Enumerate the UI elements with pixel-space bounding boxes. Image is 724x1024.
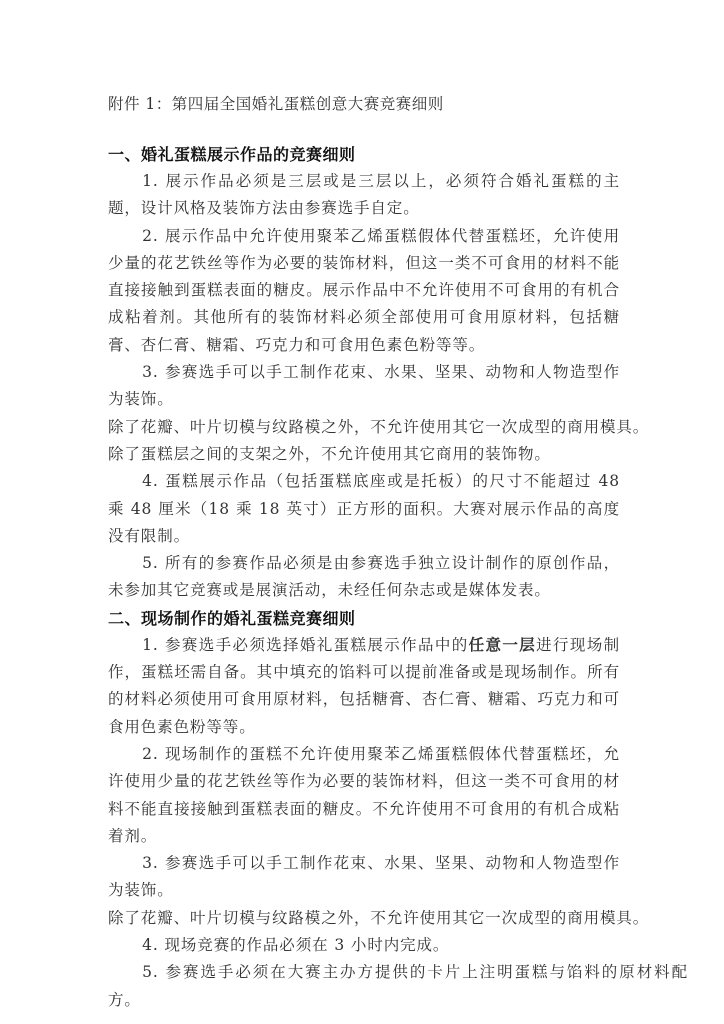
rule-item: 3. 参赛选手可以手工制作花束、水果、坚果、动物和人物造型作为装饰。 (108, 854, 620, 900)
rule-text: 进行现场制作，蛋糕坯需自备。其中填充的馅料可以提前准备或是现场制作。所有的材料必须使用可食用原材料，包括糖膏、杏仁膏、糖霜、巧克力和可食用色素色粉等等。 (108, 635, 620, 736)
rule-item-continuation: 除了花瓣、叶片切模与纹路模之外，不允许使用其它一次成型的商用模具。 (108, 417, 650, 436)
section-live-cake-rules (108, 605, 688, 1014)
emphasis-text: 任意一层 (468, 635, 537, 654)
rule-item: 4. 蛋糕展示作品（包括蛋糕底座或是托板）的尺寸不能超过 48 乘 48 厘米（18 乘 18 英寸）正方形的面积。大赛对展示作品的高度没有限制。 (108, 472, 620, 545)
rule-item: 5. 参赛选手必须在大赛主办方提供的卡片上注明蛋糕与馅料的原材料配方。 (108, 963, 688, 1009)
document-title: 附件 1：第四届全国婚礼蛋糕创意大赛竞赛细则 (108, 95, 444, 113)
rule-text: 1. 参赛选手必须选择婚礼蛋糕展示作品中的 (142, 635, 469, 654)
rule-item: 5. 所有的参赛作品必须是由参赛选手独立设计制作的原创作品，未参加其它竞赛或是展演活动，未经任何杂志或是媒体发表。 (108, 554, 620, 600)
rule-item: 1. 展示作品必须是三层或是三层以上，必须符合婚礼蛋糕的主题，设计风格及装饰方法由参赛选手自定。 (108, 172, 620, 218)
section-heading: 二、现场制作的婚礼蛋糕竞赛细则 (108, 608, 356, 628)
rule-item-continuation: 除了蛋糕层之间的支架之外，不允许使用其它商用的装饰物。 (108, 444, 551, 463)
rule-item: 2. 现场制作的蛋糕不允许使用聚苯乙烯蛋糕假体代替蛋糕坯，允许使用少量的花艺铁丝等作为必要的装饰材料，但这一类不可食用的材料不能直接接触到蛋糕表面的糖皮。不允许使用不可食用的有机合成粘着剂。 (108, 744, 620, 845)
rule-item: 3. 参赛选手可以手工制作花束、水果、坚果、动物和人物造型作为装饰。 (108, 363, 620, 409)
rule-item: 2. 展示作品中允许使用聚苯乙烯蛋糕假体代替蛋糕坯，允许使用少量的花艺铁丝等作为必要的装饰材料，但这一类不可食用的材料不能直接接触到蛋糕表面的糖皮。展示作品中不允许使用不可食用的有机合成粘着剂。其他所有的装饰材料必须全部使用可食用原材料，包括糖膏、杏仁膏、糖霜、巧克力和可食用色素色粉等等。 (108, 226, 620, 354)
section-display-cake-rules (108, 141, 650, 605)
section-heading: 一、婚礼蛋糕展示作品的竞赛细则 (108, 145, 356, 164)
rule-item-continuation: 除了花瓣、叶片切模与纹路模之外，不允许使用其它一次成型的商用模具。 (108, 908, 650, 927)
rule-item (108, 632, 620, 741)
document-page (108, 93, 688, 1014)
rule-item: 4. 现场竞赛的作品必须在 3 小时内完成。 (142, 936, 450, 955)
